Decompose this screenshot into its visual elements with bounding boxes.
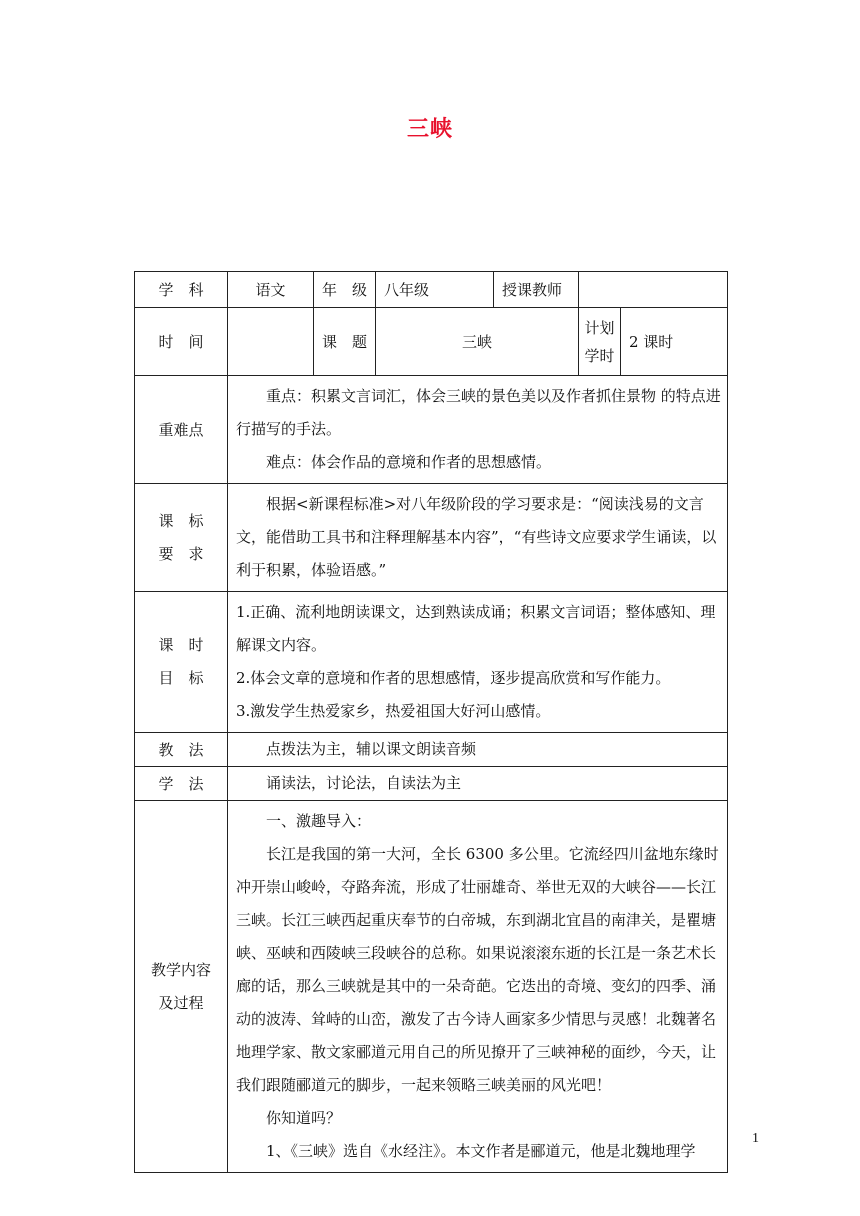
key-points-focus: 重点：积累文言词汇，体会三峡的景色美以及作者抓住景物 的特点进行描写的手法。 bbox=[236, 387, 721, 438]
document-title: 三峡 bbox=[406, 116, 453, 142]
table-row-learning-method bbox=[135, 767, 728, 801]
objective-item: 3.激发学生热爱家乡，热爱祖国大好河山感情。 bbox=[236, 702, 551, 720]
table-row-teaching-method bbox=[135, 733, 728, 767]
time-value bbox=[228, 308, 314, 376]
teaching-method-text: 点拨法为主，辅以课文朗读音频 bbox=[266, 740, 477, 758]
time-label: 时 间 bbox=[135, 308, 228, 376]
standards-label bbox=[135, 484, 228, 592]
process-label-line2: 及过程 bbox=[158, 993, 204, 1012]
standards-content bbox=[228, 484, 728, 592]
learning-method-label: 学 法 bbox=[135, 767, 228, 801]
process-label bbox=[135, 801, 228, 1173]
page-number: 1 bbox=[752, 1131, 759, 1146]
planned-hours-label-line2: 学时 bbox=[584, 346, 615, 365]
key-points-content bbox=[228, 376, 728, 484]
learning-method-content bbox=[228, 767, 728, 801]
planned-hours-label bbox=[579, 308, 621, 376]
objectives-content bbox=[228, 592, 728, 733]
process-label-line1: 教学内容 bbox=[150, 960, 211, 979]
standards-text: 根据<新课程标准>对八年级阶段的学习要求是：“阅读浅易的文言文，能借助工具书和注释理解基本内容”，“有些诗文应要求学生诵读，以利于积累，体验语感。” bbox=[236, 495, 717, 579]
process-content bbox=[228, 801, 728, 1173]
lesson-plan-table bbox=[134, 271, 728, 1173]
key-points-difficulty: 难点：体会作品的意境和作者的思想感情。 bbox=[266, 453, 552, 471]
objectives-label-line1: 课 时 bbox=[158, 636, 204, 654]
table-row-process bbox=[135, 801, 728, 1173]
planned-hours-label-line1: 计划 bbox=[584, 318, 615, 337]
objective-item: 2.体会文章的意境和作者的思想感情，逐步提高欣赏和写作能力。 bbox=[236, 669, 671, 687]
process-fact-1: 1、《三峡》选自《水经注》。本文作者是郦道元，他是北魏地理学 bbox=[266, 1142, 696, 1160]
objectives-label-line2: 目 标 bbox=[158, 669, 204, 687]
planned-hours-value: 2 课时 bbox=[621, 308, 728, 376]
table-row-subject bbox=[135, 272, 728, 308]
grade-label: 年 级 bbox=[314, 272, 376, 308]
learning-method-text: 诵读法，讨论法，自读法为主 bbox=[266, 774, 462, 792]
topic-value: 三峡 bbox=[376, 308, 579, 376]
standards-label-line2: 要 求 bbox=[158, 544, 204, 563]
table-row-key-points bbox=[135, 376, 728, 484]
table-row-standards bbox=[135, 484, 728, 592]
objective-item: 1.正确、流利地朗读课文，达到熟读成诵；积累文言词语；整体感知、理解课文内容。 bbox=[236, 603, 716, 654]
teacher-value bbox=[579, 272, 728, 308]
grade-value: 八年级 bbox=[376, 272, 494, 308]
teacher-label: 授课教师 bbox=[494, 272, 579, 308]
key-points-label: 重难点 bbox=[135, 376, 228, 484]
process-know: 你知道吗？ bbox=[266, 1109, 342, 1127]
topic-label: 课 题 bbox=[314, 308, 376, 376]
teaching-method-content bbox=[228, 733, 728, 767]
standards-label-line1: 课 标 bbox=[158, 511, 204, 530]
subject-label: 学 科 bbox=[135, 272, 228, 308]
table-row-time bbox=[135, 308, 728, 376]
objectives-label bbox=[135, 592, 228, 733]
subject-value: 语文 bbox=[228, 272, 314, 308]
process-heading: 一、激趣导入： bbox=[266, 812, 372, 830]
process-intro: 长江是我国的第一大河，全长 6300 多公里。它流经四川盆地东缘时冲开崇山峻岭，夺路奔流，形成了壮丽雄奇、举世无双的大峡谷——长江三峡。长江三峡西起重庆奉节的白帝城，东到湖北宜昌的南津关，是瞿塘峡、巫峡和西陵峡三段峡谷的总称。如果说滚滚东逝的长江是一条艺术长廊的话，那么三峡就是其中的一朵奇葩。它迭出的奇境、变幻的四季、涌动的波涛、耸峙的山峦，激发了古今诗人画家多少情思与灵感！北魏著名地理学家、散文家郦道元用自己的所见撩开了三峡神秘的面纱，今天，让我们跟随郦道元的脚步，一起来领略三峡美丽的风光吧！ bbox=[236, 845, 719, 1094]
table-row-objectives bbox=[135, 592, 728, 733]
teaching-method-label: 教 法 bbox=[135, 733, 228, 767]
